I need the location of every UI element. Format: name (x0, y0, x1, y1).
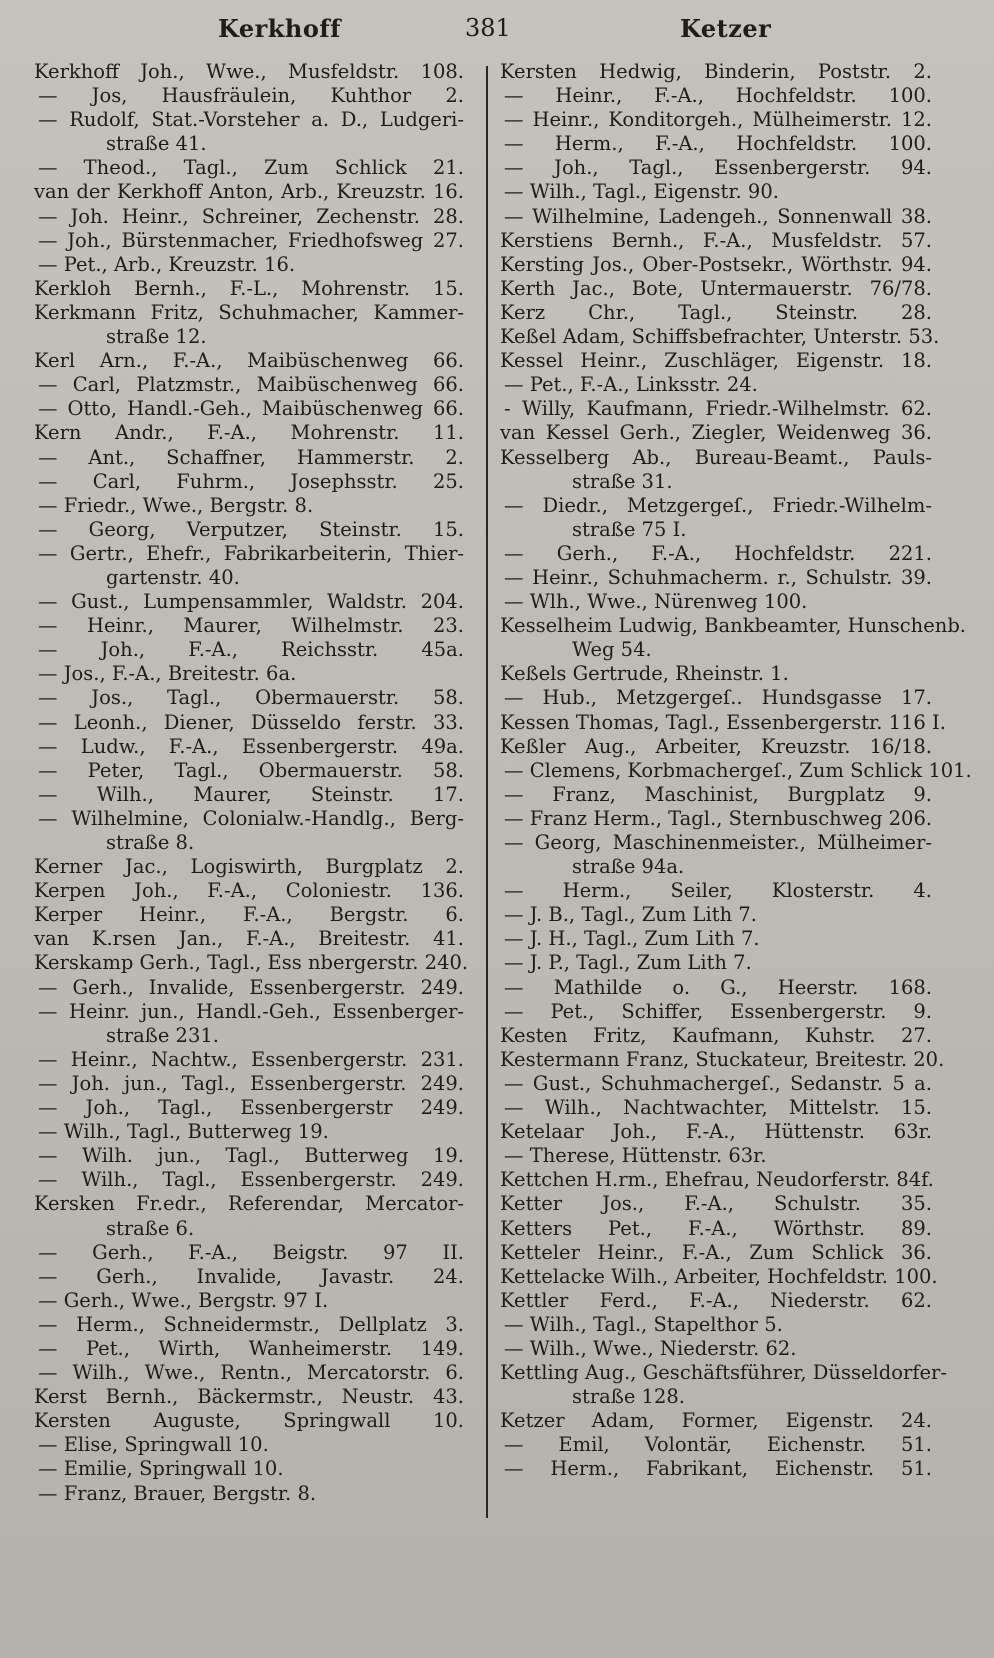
directory-entry: — Wilhelmine, Ladengeh., Sonnenwall 38. (504, 204, 932, 228)
directory-entry: — J. P., Tagl., Zum Lith 7. (504, 951, 752, 975)
directory-entry: Keßler Aug., Arbeiter, Kreuzstr. 16/18. (500, 734, 932, 758)
directory-entry: — Diedr., Metzgergeſ., Friedr.-Wilhelm- (504, 493, 932, 517)
directory-entry: Kerkmann Fritz, Schuhmacher, Kammer- (34, 300, 464, 324)
directory-entry: — Carl, Fuhrm., Josephsstr. 25. (38, 469, 464, 493)
directory-entry: — Ludw., F.-A., Essenbergerstr. 49a. (38, 734, 464, 758)
directory-entry: — Wilh., Tagl., Essenbergerstr. 249. (38, 1168, 464, 1192)
directory-entry: Kersken Fr.edr., Referendar, Mercator- (34, 1192, 464, 1216)
directory-entry: — Friedr., Wwe., Bergstr. 8. (38, 493, 314, 517)
directory-entry: Kettling Aug., Geschäftsführer, Düsseldorfer- (500, 1361, 947, 1385)
directory-entry: — Emil, Volontär, Eichenstr. 51. (504, 1433, 932, 1457)
directory-entry: — J. H., Tagl., Zum Lith 7. (504, 927, 760, 951)
directory-entry: Kersting Jos., Ober-Postsekr., Wörthstr. 94. (500, 252, 932, 276)
directory-entry: — Rudolf, Stat.-Vorsteher a. D., Ludgeri- (38, 108, 464, 132)
directory-entry: Keßel Adam, Schiffsbefrachter, Unterstr. 53. (500, 325, 940, 349)
directory-entry: — Gerh., F.-A., Hochfeldstr. 221. (504, 541, 932, 565)
entry-continuation: straße 231. (106, 1023, 219, 1047)
directory-entry: — Wilh., Nachtwachter, Mittelstr. 15. (504, 1096, 932, 1120)
directory-entry: — Herm., F.-A., Hochfeldstr. 100. (504, 132, 932, 156)
directory-entry: Kestermann Franz, Stuckateur, Breitestr. 20. (500, 1047, 945, 1071)
directory-entry: Kessel Heinr., Zuschläger, Eigenstr. 18. (500, 349, 932, 373)
directory-entry: — Joh., Tagl., Essenbergerstr 249. (38, 1096, 464, 1120)
directory-entry: — Theod., Tagl., Zum Schlick 21. (38, 156, 464, 180)
directory-entry: Kerpen Joh., F.-A., Coloniestr. 136. (34, 879, 464, 903)
directory-entry: — Heinr. jun., Handl.-Geh., Essenberger- (38, 999, 464, 1023)
directory-entry: — Wilh., Tagl., Stapelthor 5. (504, 1312, 783, 1336)
directory-entry: — Wilh., Wwe., Rentn., Mercatorstr. 6. (38, 1361, 464, 1385)
directory-entry: — Elise, Springwall 10. (38, 1433, 269, 1457)
directory-entry: Kerz Chr., Tagl., Steinstr. 28. (500, 300, 932, 324)
entry-continuation: straße 8. (106, 831, 195, 854)
directory-entry: — Franz, Brauer, Bergstr. 8. (38, 1481, 317, 1505)
directory-entry: — Wilh., Tagl., Butterweg 19. (38, 1120, 329, 1144)
directory-entry: - Willy, Kaufmann, Friedr.-Wilhelmstr. 62. (504, 397, 932, 421)
directory-entry: — Herm., Seiler, Klosterstr. 4. (504, 879, 932, 903)
entry-continuation: straße 75 I. (572, 517, 687, 541)
directory-entry: Ketter Jos., F.-A., Schulstr. 35. (500, 1192, 932, 1216)
directory-entry: — Herm., Schneidermstr., Dellplatz 3. (38, 1312, 464, 1336)
entry-continuation: Weg 54. (572, 638, 652, 662)
directory-entry: — Wilhelmine, Colonialw.-Handlg., Berg- (38, 806, 464, 830)
directory-entry: Kerst Bernh., Bäckermstr., Neustr. 43. (34, 1385, 464, 1409)
directory-entry: — Wilh. jun., Tagl., Butterweg 19. (38, 1144, 464, 1168)
directory-entry: Kettelacke Wilh., Arbeiter, Hochfeldstr. 100. (500, 1264, 938, 1288)
directory-entry: Kerkloh Bernh., F.-L., Mohrenstr. 15. (34, 276, 464, 300)
directory-entry: — Joh., Bürstenmacher, Friedhofsweg 27. (38, 228, 464, 252)
directory-entry: — Clemens, Korbmachergeſ., Zum Schlick 101. (504, 758, 972, 782)
directory-entry: — Pet., F.-A., Linksstr. 24. (504, 373, 758, 397)
directory-entry: — Gust., Schuhmachergeſ., Sedanstr. 5 a. (504, 1071, 932, 1095)
directory-entry: — Franz Herm., Tagl., Sternbuschweg 206. (504, 806, 933, 830)
directory-entry: — Joh., Tagl., Essenbergerstr. 94. (504, 156, 932, 180)
directory-entry: — Therese, Hüttenstr. 63r. (504, 1144, 767, 1168)
directory-entry: — Wilh., Tagl., Eigenstr. 90. (504, 180, 779, 204)
directory-entry: Ketters Pet., F.-A., Wörthstr. 89. (500, 1216, 932, 1240)
directory-entry: — Ant., Schaffner, Hammerstr. 2. (38, 445, 464, 469)
directory-entry: van der Kerkhoff Anton, Arb., Kreuzstr. 16. (34, 180, 464, 204)
directory-entry: Kerskamp Gerh., Tagl., Ess nbergerstr. 240. (34, 951, 469, 975)
directory-entry: — Heinr., Nachtw., Essenbergerstr. 231. (38, 1047, 464, 1071)
directory-entry: — J. B., Tagl., Zum Lith 7. (504, 903, 757, 927)
directory-entry: Kesselberg Ab., Bureau-Beamt., Pauls- (500, 445, 932, 469)
directory-entry: Kettler Ferd., F.-A., Niederstr. 62. (500, 1288, 932, 1312)
page-header (30, 14, 964, 52)
directory-entry: — Gerh., F.-A., Beigstr. 97 II. (38, 1240, 464, 1264)
directory-entry: — Herm., Fabrikant, Eichenstr. 51. (504, 1457, 932, 1481)
directory-entry: Kerth Jac., Bote, Untermauerstr. 76/78. (500, 276, 932, 300)
page-number: 381 (465, 14, 511, 42)
header-left-keyword: Kerkhoff (218, 14, 341, 43)
directory-entry: — Georg, Verputzer, Steinstr. 15. (38, 517, 464, 541)
directory-entry: — Joh., F.-A., Reichsstr. 45a. (38, 638, 464, 662)
directory-entry: — Gerh., Invalide, Essenbergerstr. 249. (38, 975, 464, 999)
right-column (500, 60, 972, 1482)
directory-entry: — Gerh., Wwe., Bergstr. 97 I. (38, 1288, 329, 1312)
directory-entry: Kerkhoff Joh., Wwe., Musfeldstr. 108. (34, 60, 464, 83)
directory-entry: Ketteler Heinr., F.-A., Zum Schlick 36. (500, 1240, 932, 1264)
directory-entry: — Heinr., F.-A., Hochfeldstr. 100. (504, 84, 932, 108)
directory-entry: van K.rsen Jan., F.-A., Breitestr. 41. (34, 927, 464, 951)
directory-entry: — Jos, Hausfräulein, Kuhthor 2. (38, 84, 464, 108)
entry-continuation: straße 41. (106, 132, 207, 156)
directory-entry: — Joh. Heinr., Schreiner, Zechenstr. 28. (38, 204, 464, 228)
directory-entry: — Jos., Tagl., Obermauerstr. 58. (38, 686, 464, 710)
directory-entry: Kersten Hedwig, Binderin, Poststr. 2. (500, 60, 932, 83)
directory-entry: — Wilh., Wwe., Niederstr. 62. (504, 1336, 797, 1360)
directory-entry: Kerner Jac., Logiswirth, Burgplatz 2. (34, 855, 464, 879)
directory-entry: — Pet., Arb., Kreuzstr. 16. (38, 252, 296, 276)
directory-entry: — Pet., Wirth, Wanheimerstr. 149. (38, 1336, 464, 1360)
entry-continuation: straße 31. (572, 469, 673, 493)
directory-entry: — Jos., F.-A., Breitestr. 6a. (38, 662, 297, 686)
directory-entry: Kersten Auguste, Springwall 10. (34, 1409, 464, 1433)
directory-entry: — Otto, Handl.-Geh., Maibüschenweg 66. (38, 397, 464, 421)
directory-entry: — Hub., Metzgergeſ.. Hundsgasse 17. (504, 686, 932, 710)
directory-entry: — Wilh., Maurer, Steinstr. 17. (38, 782, 464, 806)
directory-entry: — Georg, Maschinenmeister., Mülheimer- (504, 831, 932, 854)
directory-entry: — Gertr., Ehefr., Fabrikarbeiterin, Thier- (38, 541, 464, 565)
entry-continuation: straße 128. (572, 1385, 685, 1409)
directory-entry: Ketzer Adam, Former, Eigenstr. 24. (500, 1409, 932, 1433)
directory-entry: Kerstiens Bernh., F.-A., Musfeldstr. 57. (500, 228, 932, 252)
directory-entry: Kerl Arn., F.-A., Maibüschenweg 66. (34, 349, 464, 373)
directory-entry: Kesselheim Ludwig, Bankbeamter, Hunschenb. (500, 614, 967, 638)
directory-entry: — Mathilde o. G., Heerstr. 168. (504, 975, 932, 999)
directory-entry: — Gerh., Invalide, Javastr. 24. (38, 1264, 464, 1288)
directory-entry: — Peter, Tagl., Obermauerstr. 58. (38, 758, 464, 782)
directory-entry: — Joh. jun., Tagl., Essenbergerstr. 249. (38, 1071, 464, 1095)
directory-entry: — Heinr., Schuhmacherm. r., Schulstr. 39. (504, 565, 932, 589)
directory-entry: Keßels Gertrude, Rheinstr. 1. (500, 662, 789, 686)
left-column (34, 60, 469, 1506)
column-divider (486, 66, 488, 1518)
directory-entry: Kesten Fritz, Kaufmann, Kuhstr. 27. (500, 1023, 932, 1047)
directory-entry: — Heinr., Konditorgeh., Mülheimerstr. 12. (504, 108, 932, 132)
directory-entry: — Gust., Lumpensammler, Waldstr. 204. (38, 590, 464, 614)
directory-entry: — Franz, Maschinist, Burgplatz 9. (504, 782, 932, 806)
directory-entry: — Leonh., Diener, Düsseldo ferstr. 33. (38, 710, 464, 734)
directory-entry: Ketelaar Joh., F.-A., Hüttenstr. 63r. (500, 1120, 932, 1144)
directory-entry: — Heinr., Maurer, Wilhelmstr. 23. (38, 614, 464, 638)
directory-entry: — Emilie, Springwall 10. (38, 1457, 284, 1481)
directory-entry: — Wlh., Wwe., Nürenweg 100. (504, 590, 808, 614)
directory-entry: — Pet., Schiffer, Essenbergerstr. 9. (504, 999, 932, 1023)
header-right-keyword: Ketzer (680, 14, 772, 43)
directory-entry: van Kessel Gerh., Ziegler, Weidenweg 36. (500, 421, 932, 445)
directory-entry: Kettchen H.rm., Ehefrau, Neudorferstr. 84f. (500, 1168, 934, 1192)
entry-continuation: gartenstr. 40. (106, 565, 240, 589)
directory-entry: — Carl, Platzmstr., Maibüschenweg 66. (38, 373, 464, 397)
entry-continuation: straße 94a. (572, 855, 685, 879)
directory-entry: Kern Andr., F.-A., Mohrenstr. 11. (34, 421, 464, 445)
directory-entry: Kerper Heinr., F.-A., Bergstr. 6. (34, 903, 464, 927)
directory-entry: Kessen Thomas, Tagl., Essenbergerstr. 116 I. (500, 710, 946, 734)
entry-continuation: straße 6. (106, 1216, 195, 1240)
entry-continuation: straße 12. (106, 325, 207, 349)
